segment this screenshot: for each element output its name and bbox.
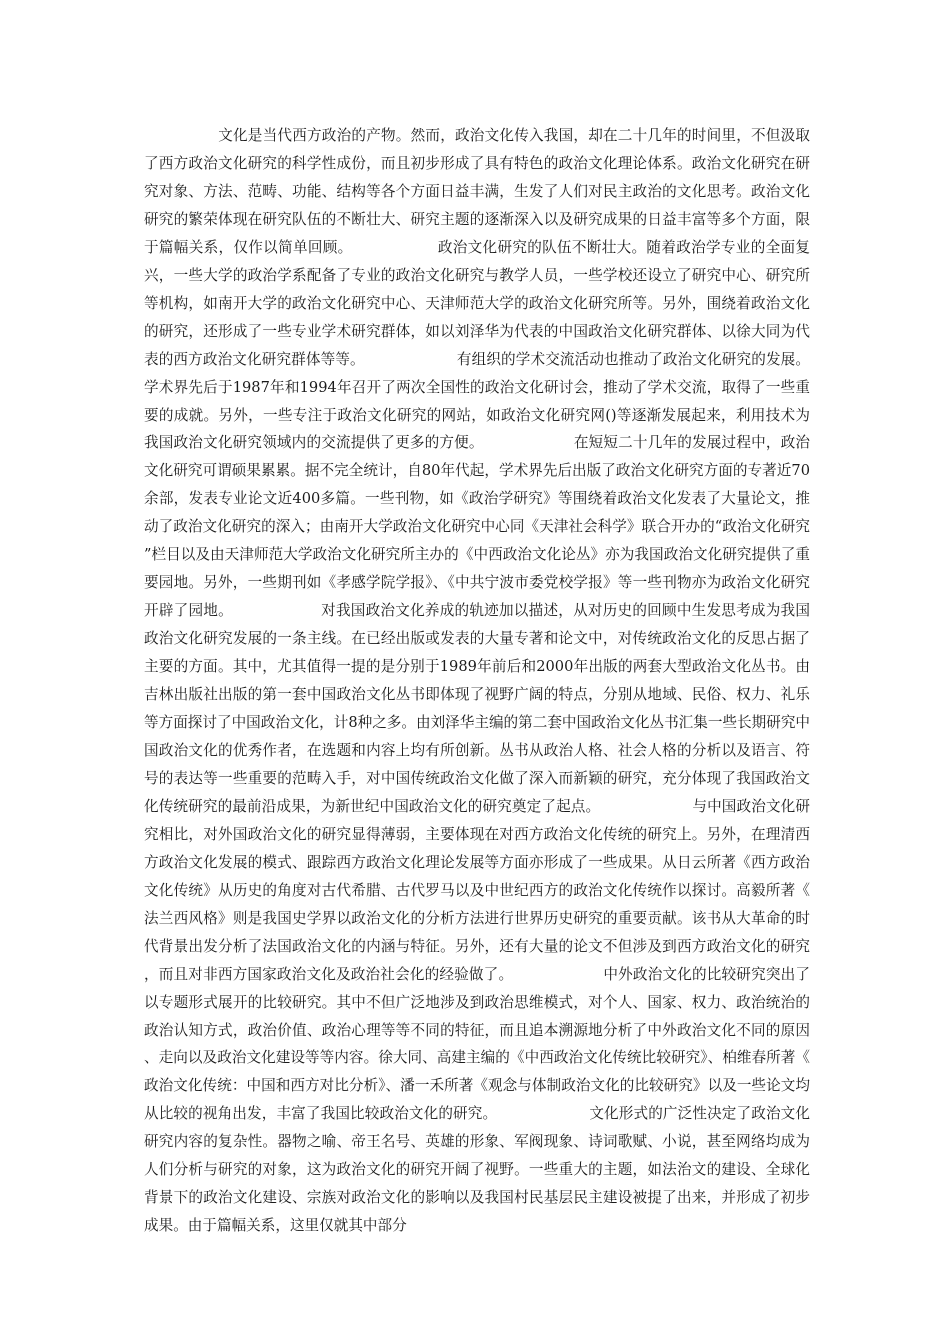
body-paragraph bbox=[144, 122, 810, 1240]
text-segment-4: 在短短二十几年的发展过程中，政治文化研究可谓硕果累累。据不完全统计，自80年代起，学术界先后出版了政治文化研究方面的专著近70余部，发表专业论文近400多篇。一些刊物，如《政治学研究》等围绕着政治文化发表了大量论文，推动了政治文化研究的深入；由南开大学政治文化研究中心同《天津社会科学》联合开办的“政治文化研究”栏目以及由天津师范大学政治文化研究所主办的《中西政治文化论丛》亦为我国政治文化研究提供了重要园地。另外，一些期刊如《孝感学院学报》、《中共宁波市委党校学报》等一些刊物亦为政治文化研究开辟了园地。 bbox=[144, 434, 810, 620]
text-segment-3: 有组织的学术交流活动也推动了政治文化研究的发展。学术界先后于1987年和1994年召开了两次全国性的政治文化研讨会，推动了学术交流，取得了一些重要的成就。另外，一些专注于政治文化研究的网站，如政治文化研究网()等逐渐发展起来，利用技术为我国政治文化研究领域内的交流提供了更多的方便。 bbox=[144, 350, 810, 452]
text-segment-7: 中外政治文化的比较研究突出了以专题形式展开的比较研究。其中不但广泛地涉及到政治思维模式，对个人、国家、权力、政治统治的政治认知方式，政治价值、政治心理等等不同的特征，而且追本溯源地分析了中外政治文化不同的原因、走向以及政治文化建设等等内容。徐大同、高建主编的《中西政治文化传统比较研究》、柏维春所著《政治文化传统：中国和西方对比分析》、潘一禾所著《观念与体制政治文化的比较研究》以及一些论文均从比较的视角出发，丰富了我国比较政治文化的研究。 bbox=[144, 965, 810, 1123]
text-segment-1: 文化是当代西方政治的产物。然而，政治文化传入我国，却在二十几年的时间里，不但汲取了西方政治文化研究的科学性成份，而且初步形成了具有特色的政治文化理论体系。政治文化研究在研究对象、方法、范畴、功能、结构等各个方面日益丰满，生发了人们对民主政治的文化思考。政治文化研究的繁荣体现在研究队伍的不断壮大、研究主题的逐渐深入以及研究成果的日益丰富等多个方面，限于篇幅关系，仅作以简单回顾。 bbox=[144, 127, 810, 256]
text-segment-8: 文化形式的广泛性决定了政治文化研究内容的复杂性。器物之喻、帝王名号、英雄的形象、军阀现象、诗词歌赋、小说，甚至网络均成为人们分析与研究的对象，这为政治文化的研究开阔了视野。一些重大的主题，如法治文的建设、全球化背景下的政治文化建设、宗族对政治文化的影响以及我国村民基层民主建设被提了出来，并形成了初步成果。由于篇幅关系，这里仅就其中部分 bbox=[144, 1105, 810, 1235]
text-segment-2: 政治文化研究的队伍不断壮大。随着政治学专业的全面复兴，一些大学的政治学系配备了专业的政治文化研究与教学人员，一些学校还设立了研究中心、研究所等机构，如南开大学的政治文化研究中心、天津师范大学的政治文化研究所等。另外，围绕着政治文化的研究，还形成了一些专业学术研究群体，如以刘泽华为代表的中国政治文化研究群体、以徐大同为代表的西方政治文化研究群体等等。 bbox=[144, 238, 810, 368]
text-segment-6: 与中国政治文化研究相比，对外国政治文化的研究显得薄弱，主要体现在对西方政治文化传统的研究上。另外，在理清西方政治文化发展的模式、跟踪西方政治文化理论发展等方面亦形成了一些成果。从日云所著《西方政治文化传统》从历史的角度对古代希腊、古代罗马以及中世纪西方的政治文化传统作以探讨。高毅所著《法兰西风格》则是我国史学界以政治文化的分析方法进行世界历史研究的重要贡献。该书从大革命的时代背景出发分析了法国政治文化的内涵与特征。另外，还有大量的论文不但涉及到西方政治文化的研究，而且对非西方国家政治文化及政治社会化的经验做了。 bbox=[144, 797, 810, 983]
text-segment-5: 对我国政治文化养成的轨迹加以描述，从对历史的回顾中生发思考成为我国政治文化研究发展的一条主线。在已经出版或发表的大量专著和论文中，对传统政治文化的反思占据了主要的方面。其中，尤其值得一提的是分别于1989年前后和2000年出版的两套大型政治文化丛书。由吉林出版社出版的第一套中国政治文化丛书即体现了视野广阔的特点，分别从地域、民俗、权力、礼乐等方面探讨了中国政治文化，计8种之多。由刘泽华主编的第二套中国政治文化丛书汇集一些长期研究中国政治文化的优秀作者，在选题和内容上均有所创新。丛书从政治人格、社会人格的分析以及语言、符号的表达等一些重要的范畴入手，对中国传统政治文化做了深入而新颖的研究，充分体现了我国政治文化传统研究的最前沿成果，为新世纪中国政治文化的研究奠定了起点。 bbox=[144, 602, 811, 815]
